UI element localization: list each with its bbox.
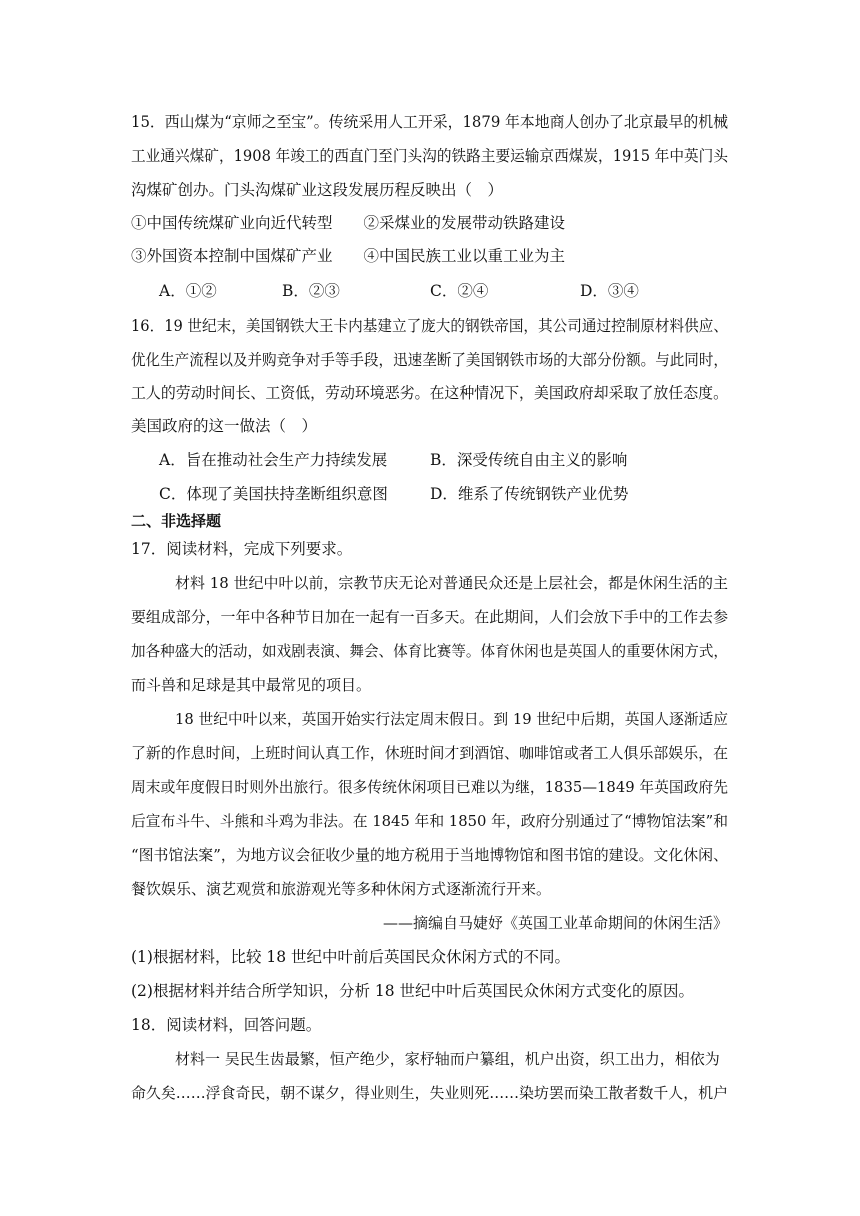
q15-option-c: C．②④ (430, 282, 489, 300)
q17-material-line-8: 后宣布斗牛、斗熊和斗鸡为非法。在 1845 年和 1850 年，政府分别通过了“博物馆法案”和 (131, 812, 728, 830)
section-heading: 二、非选择题 (131, 512, 222, 530)
q17-material-line-2: 要组成部分，一年中各种节日加在一起有一百多天。在此期间，人们会放下手中的工作去参 (131, 608, 729, 626)
q17-sub-question-1: (1)根据材料，比较 18 世纪中叶前后英国民众休闲方式的不同。 (131, 948, 571, 966)
q16-option-c: C．体现了美国扶持垄断组织意图 (159, 485, 388, 503)
q17-material-line-1: 材料 18 世纪中叶以前，宗教节庆无论对普通民众还是上层社会，都是休闲生活的主 (175, 574, 728, 592)
q17-material-line-6: 了新的作息时间，上班时间认真工作，休班时间才到酒馆、咖啡馆或者工人俱乐部娱乐，在 (131, 744, 729, 762)
q15-line-2: 工业通兴煤矿，1908 年竣工的西直门至门头沟的铁路主要运输京西煤炭，1915 年中英门头 (131, 147, 728, 165)
q15-line-1: 15．西山煤为“京师之至宝”。传统采用人工开采，1879 年本地商人创办了北京最早的机械 (131, 113, 728, 131)
q17-material-line-5: 18 世纪中叶以来，英国开始实行法定周末假日。到 19 世纪中后期，英国人逐渐适应 (175, 710, 728, 728)
q15-statement-1: ①中国传统煤矿业向近代转型 ②采煤业的发展带动铁路建设 (131, 214, 566, 232)
q17-material-line-10: 餐饮娱乐、演艺观赏和旅游观光等多种休闲方式逐渐流行开来。 (131, 880, 552, 898)
q15-line-3: 沟煤矿创办。门头沟煤矿业这段发展历程反映出（ ） (131, 181, 504, 199)
q16-line-2: 优化生产流程以及并购竞争对手等手段，迅速垄断了美国钢铁市场的大部分份额。与此同时， (131, 351, 729, 369)
q18-stem: 18．阅读材料，回答问题。 (131, 1016, 322, 1034)
q16-line-1: 16．19 世纪末，美国钢铁大王卡内基建立了庞大的钢铁帝国，其公司通过控制原材料供应、 (131, 317, 728, 335)
q16-option-d: D．维系了传统钢铁产业优势 (430, 485, 629, 503)
q16-option-a: A．旨在推动社会生产力持续发展 (159, 451, 388, 469)
q17-material-line-9: “图书馆法案”，为地方议会征收少量的地方税用于当地博物馆和图书馆的建设。文化休闲、 (131, 846, 728, 864)
q17-material-line-7: 周末或年度假日时则外出旅行。很多传统休闲项目已难以为继，1835—1849 年英国政府先 (131, 778, 728, 796)
q17-material-line-3: 加各种盛大的活动，如戏剧表演、舞会、体育比赛等。体育休闲也是英国人的重要休闲方式， (131, 642, 728, 660)
q15-option-a: A．①② (159, 282, 217, 300)
q16-option-b: B．深受传统自由主义的影响 (430, 451, 628, 469)
q15-option-d: D．③④ (580, 282, 639, 300)
q15-option-b: B．②③ (282, 282, 340, 300)
q16-line-4: 美国政府的这一做法（ ） (131, 417, 318, 435)
q18-material-line-2: 命久矣……浮食奇民，朝不谋夕，得业则生，失业则死……染坊罢而染工散者数千人，机户 (131, 1084, 729, 1102)
q18-material-line-1: 材料一 吴民生齿最繁，恒产绝少，家杼轴而户纂组，机户出资，织工出力，相依为 (175, 1050, 720, 1068)
q17-material-line-4: 而斗兽和足球是其中最常见的项目。 (131, 676, 372, 694)
q17-stem: 17．阅读材料，完成下列要求。 (131, 540, 353, 558)
q17-sub-question-2: (2)根据材料并结合所学知识，分析 18 世纪中叶后英国民众休闲方式变化的原因。 (131, 982, 695, 1000)
q17-source: ——摘编自马婕妤《英国工业革命期间的休闲生活》 (382, 914, 728, 932)
q15-statement-2: ③外国资本控制中国煤矿产业 ④中国民族工业以重工业为主 (131, 247, 566, 265)
q16-line-3: 工人的劳动时间长、工资低，劳动环境恶劣。在这种情况下，美国政府却采取了放任态度。 (131, 384, 729, 402)
